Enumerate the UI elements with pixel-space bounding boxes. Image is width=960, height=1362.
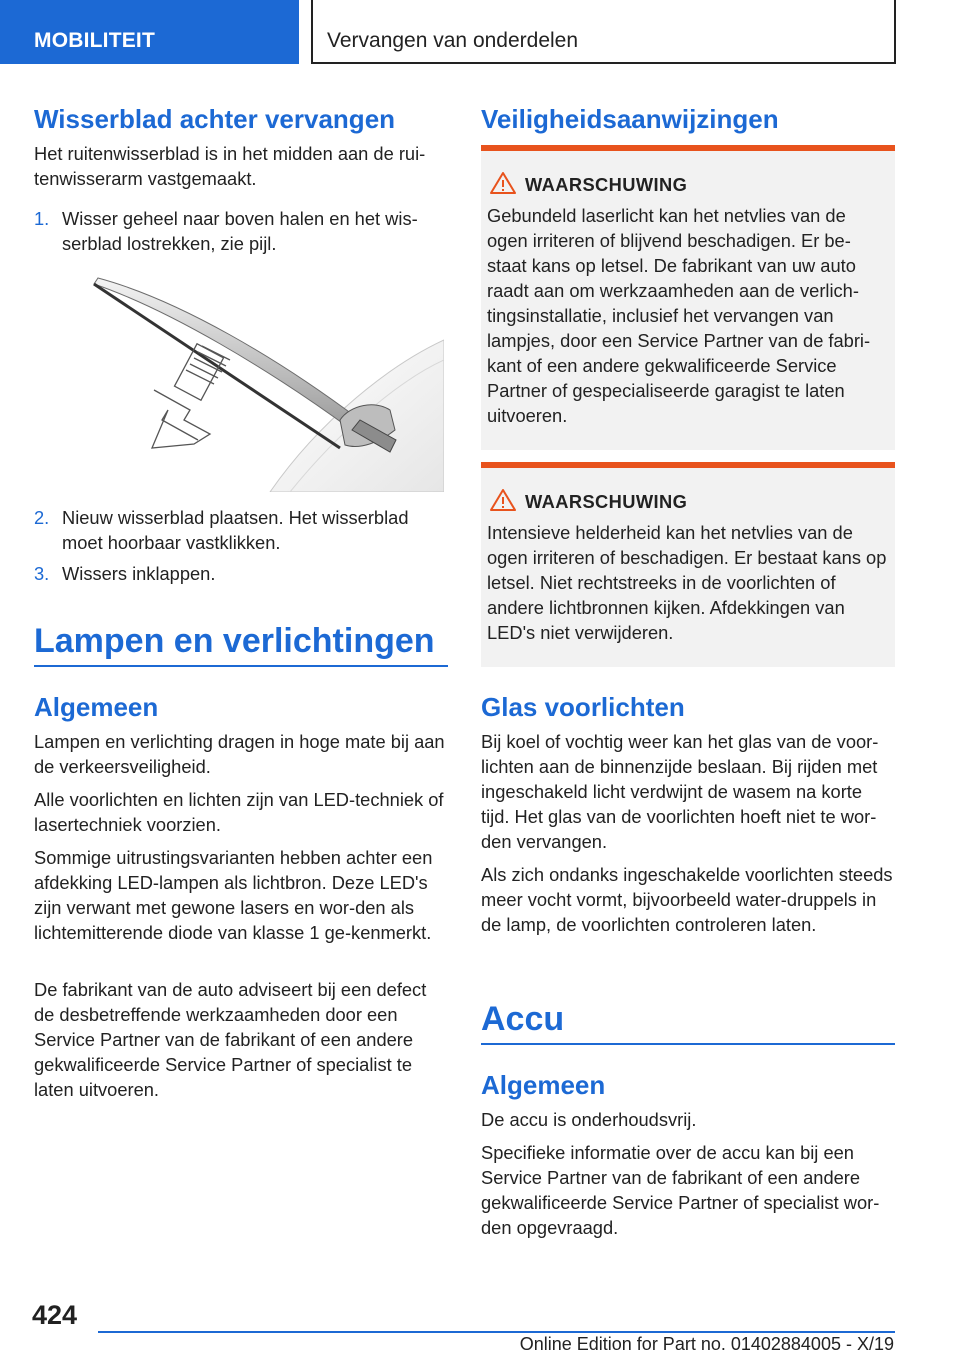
lamps-subheading: Algemeen: [34, 692, 159, 722]
glass-paragraph-2: Als zich ondanks ingeschakelde voorlichten steeds meer vocht vormt, bijvoorbeeld water-druppels in de lamp, de voorlichten controleren laten.: [481, 864, 893, 935]
lamps-paragraph-2: Alle voorlichten en lichten zijn van LED-techniek of lasertechniek voorzien.: [34, 789, 444, 835]
warning-label: WAARSCHUWING: [525, 174, 688, 195]
wiper-heading: Wisserblad achter vervangen: [34, 104, 396, 134]
battery-paragraph-2: Specifieke informatie over de accu kan bij een Service Partner van de fabrikant of een andere gekwalificeerde Service Partner of specialist wor-den opgevraagd.: [481, 1142, 880, 1238]
battery-subheading: Algemeen: [481, 1070, 606, 1100]
warning-label: WAARSCHUWING: [525, 491, 688, 512]
lamps-paragraph-3: Sommige uitrustingsvarianten hebben achter een afdekking LED-lampen als lichtbron. Deze LED's zijn verwant met gewone lasers en wor-den als lichtemitterende diode van klasse 1 ge-kenmerkt.: [34, 847, 433, 943]
glass-paragraph-1: Bij koel of vochtig weer kan het glas van de voor-lichten aan de binnenzijde beslaan. Bij rijden met ingeschakeld licht verdwijnt de wasem na korte tijd. Het glas van de voorlichten hoeft niet te wor-den vervangen.: [481, 731, 879, 852]
step-text: Wisser geheel naar boven halen en het wis-serblad lostrekken, zie pijl.: [62, 208, 418, 254]
chapter-tab: [311, 0, 896, 64]
battery-heading: Accu: [481, 1000, 565, 1038]
section-label: MOBILITEIT: [34, 29, 155, 52]
section-rule: [481, 1043, 895, 1045]
warning-box-2: [481, 462, 895, 667]
section-rule: [34, 665, 448, 667]
step-text: Wissers inklappen.: [62, 563, 216, 584]
section-tab: [0, 0, 299, 64]
page-number: 424: [32, 1300, 78, 1330]
warning-triangle-icon: [489, 488, 517, 512]
step-number: 2.: [34, 507, 50, 528]
chapter-label: Vervangen van onderdelen: [327, 29, 579, 52]
warning-text: Gebundeld laserlicht kan het netvlies van de ogen irriteren of blijvend beschadigen. Er be-staat kans op letsel. De fabrikant van uw auto raadt aan om werkzaamheden aan de verlich-tingsinstallatie, inclusief het vervangen van lampjes, door een Service Partner van de fabri-kant of een andere gekwalificeerde Service Partner of gespecialiseerde garagist te laten uitvoeren.: [487, 205, 871, 426]
warning-bar: [481, 145, 895, 151]
warning-text: Intensieve helderheid kan het netvlies van de ogen irriteren of beschadigen. Er bestaat kans op letsel. Niet rechtstreeks in de voorlichten of andere lichtbronnen kijken. Afdekkingen van LED's niet verwijderen.: [487, 522, 887, 643]
footer-rule: [98, 1331, 895, 1333]
safety-heading: Veiligheidsaanwijzingen: [481, 104, 779, 134]
step-text: Nieuw wisserblad plaatsen. Het wisserblad moet hoorbaar vastklikken.: [62, 507, 409, 553]
battery-paragraph-1: De accu is onderhoudsvrij.: [481, 1109, 697, 1130]
lamps-paragraph-1: Lampen en verlichting dragen in hoge mate bij aan de verkeersveiligheid.: [34, 731, 445, 777]
edition-note: Online Edition for Part no. 01402884005 - X/19: [519, 1334, 894, 1354]
step-number: 3.: [34, 563, 50, 584]
warning-box-1: [481, 145, 895, 450]
step-number: 1.: [34, 208, 50, 229]
wiper-intro: Het ruitenwisserblad is in het midden aan de rui-tenwisserarm vastgemaakt.: [34, 143, 426, 189]
wiper-illustration: [90, 270, 444, 492]
lamps-paragraph-4: De fabrikant van de auto adviseert bij een defect de desbetreffende werkzaamheden door een Service Partner van de fabrikant of een andere gekwalificeerde Service Partner of specialist te laten uitvoeren.: [34, 979, 427, 1100]
lamps-heading: Lampen en verlichtingen: [34, 622, 435, 660]
glass-heading: Glas voorlichten: [481, 692, 685, 722]
warning-bar: [481, 462, 895, 468]
warning-triangle-icon: [489, 171, 517, 195]
